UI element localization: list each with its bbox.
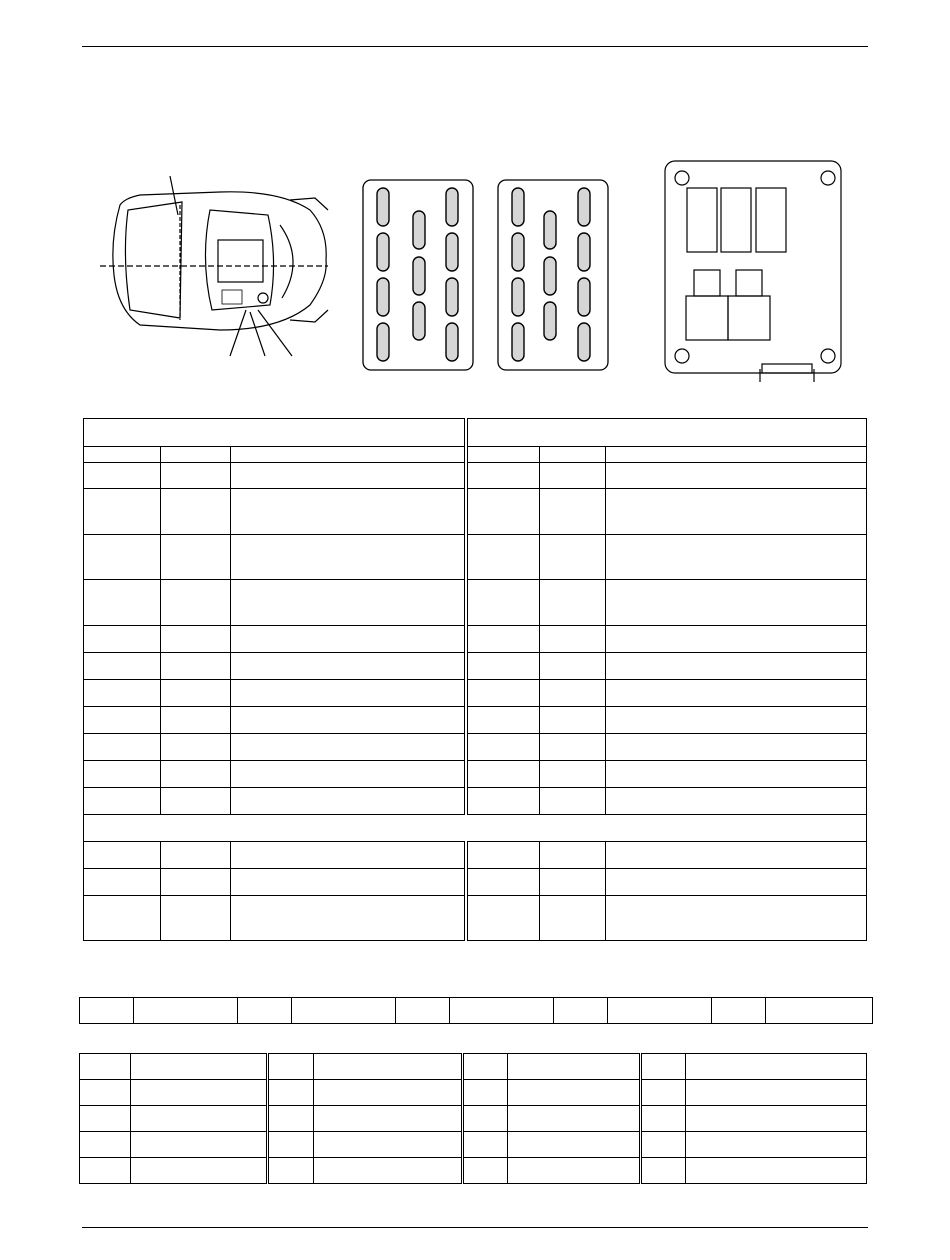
color-name-cell [314,1106,463,1132]
ski-right [290,310,328,322]
relay-box-figure [664,160,844,380]
table-cell [606,842,867,869]
color-name-cell [314,1054,463,1080]
table-row [84,734,867,761]
fuse-slot [578,188,590,226]
color-code-cell [268,1132,314,1158]
color-code-cell [80,1132,131,1158]
relay [687,188,717,252]
table-cell [161,463,231,489]
table-cell [84,869,161,896]
table-cell [84,896,161,941]
section-label [84,815,867,842]
fuse-slot [413,257,425,295]
connector-tab [762,364,812,373]
color-code-cell [463,1106,508,1132]
fuse-slot [578,278,590,316]
table-cell [466,788,540,815]
table-cell [161,653,231,680]
table-cell [466,463,540,489]
color-name-cell [508,1158,641,1184]
fuse-block-right-figure [497,179,609,371]
table-cell [466,734,540,761]
fuse-slot [512,233,524,271]
table-cell [231,761,466,788]
fuse-slot [446,233,458,271]
table-cell [606,580,867,626]
color-code-cell [268,1054,314,1080]
table-cell [84,463,161,489]
table-cell [606,869,867,896]
column-header [84,447,161,463]
legend-row [80,1054,867,1080]
color-code-cell [463,1158,508,1184]
column-header [540,447,606,463]
table-group-header-row [84,419,867,447]
relay [728,296,770,340]
amperage-legend-row [80,998,873,1024]
table-cell [231,896,466,941]
column-header [231,447,466,463]
relay-tab [736,270,762,296]
table-cell [84,653,161,680]
fuse-slot [446,323,458,361]
color-name-cell [686,1080,867,1106]
color-code-cell [268,1080,314,1106]
table-cell [540,535,606,580]
amp-swatch-cell [554,998,608,1024]
fuse-slot [512,323,524,361]
table-cell [231,463,466,489]
table-cell [606,761,867,788]
color-name-cell [686,1132,867,1158]
table-cell [540,896,606,941]
table-cell [606,626,867,653]
table-cell [231,869,466,896]
table-cell [231,707,466,734]
fuse-assignment-table [83,418,867,941]
column-header [466,447,540,463]
fuse-slot [512,278,524,316]
fuse-slot [544,211,556,249]
table-cell [466,653,540,680]
color-name-cell [508,1106,641,1132]
color-code-cell [463,1132,508,1158]
table-cell [466,580,540,626]
table-cell [84,842,161,869]
table-cell [161,580,231,626]
table-cell [84,734,161,761]
color-name-cell [508,1132,641,1158]
table-cell [466,489,540,535]
legend-row [80,1106,867,1132]
mount-hole [821,349,835,363]
table-cell [540,707,606,734]
legend-row [80,1132,867,1158]
table-cell [161,535,231,580]
dash-display [218,240,263,282]
table-cell [466,896,540,941]
section-row [84,815,867,842]
color-code-cell [80,1054,131,1080]
color-name-cell [314,1080,463,1106]
amp-swatch-cell [396,998,450,1024]
amp-label-cell [450,998,554,1024]
amperage-legend-table [79,997,873,1024]
table-cell [231,535,466,580]
amp-swatch-cell [712,998,766,1024]
amp-swatch-cell [80,998,134,1024]
table-row [84,680,867,707]
color-name-cell [131,1080,268,1106]
color-name-cell [686,1158,867,1184]
table-cell [161,489,231,535]
color-code-cell [641,1158,686,1184]
color-code-cell [641,1080,686,1106]
fuse-slot [578,323,590,361]
fuse-slot [413,302,425,340]
color-code-cell [641,1054,686,1080]
amp-label-cell [608,998,712,1024]
table-cell [84,707,161,734]
color-code-cell [80,1080,131,1106]
table-cell [466,869,540,896]
relay [686,296,728,340]
table-cell [540,734,606,761]
table-cell [466,842,540,869]
table-body-upper [84,463,867,815]
color-name-cell [508,1054,641,1080]
table-cell [606,535,867,580]
color-code-cell [80,1106,131,1132]
column-header [606,447,867,463]
legend-row [80,1158,867,1184]
table-cell [84,761,161,788]
relay-tab [694,270,720,296]
table-row [84,896,867,941]
table-cell [606,896,867,941]
table-cell [231,489,466,535]
table-cell [606,788,867,815]
amp-label-cell [292,998,396,1024]
color-name-cell [131,1158,268,1184]
table-cell [606,734,867,761]
table-cell [540,788,606,815]
table-cell [466,761,540,788]
color-code-cell [268,1158,314,1184]
ski-left [290,198,328,210]
table-cell [231,580,466,626]
table-cell [466,707,540,734]
table-cell [231,626,466,653]
table-cell [231,734,466,761]
table-cell [540,463,606,489]
table-cell [161,869,231,896]
column-header [161,447,231,463]
table-row [84,580,867,626]
table-cell [84,680,161,707]
mount-hole [821,171,835,185]
color-name-cell [508,1080,641,1106]
table-cell [161,896,231,941]
color-name-cell [686,1054,867,1080]
color-name-cell [686,1106,867,1132]
amp-swatch-cell [238,998,292,1024]
table-row [84,869,867,896]
table-cell [606,489,867,535]
table-cell [84,489,161,535]
table-cell [540,761,606,788]
table-cell [540,842,606,869]
color-code-cell [268,1106,314,1132]
table-cell [231,680,466,707]
fuse-slot [578,233,590,271]
amp-label-cell [766,998,873,1024]
color-name-cell [314,1132,463,1158]
table-column-header-row [84,447,867,463]
table-cell [84,535,161,580]
fuse-slot [446,278,458,316]
fuse-slot [544,257,556,295]
fuse-slot [377,278,389,316]
header-rule [82,46,868,47]
mount-hole [675,171,689,185]
color-name-cell [131,1106,268,1132]
table-cell [540,653,606,680]
table-row [84,489,867,535]
table-cell [606,463,867,489]
table-row [84,761,867,788]
table-cell [161,761,231,788]
color-code-cell [641,1106,686,1132]
table-cell [231,788,466,815]
amp-label-cell [134,998,238,1024]
seat-outline [125,202,182,318]
color-code-cell [463,1080,508,1106]
fuse-slot [377,188,389,226]
table-cell [466,680,540,707]
table-cell [161,626,231,653]
group-header [466,419,867,447]
table-cell [540,869,606,896]
table-cell [606,680,867,707]
relay [721,188,751,252]
table-cell [231,842,466,869]
table-cell [606,653,867,680]
table-row [84,842,867,869]
table-body-lower [84,842,867,941]
table-cell [161,788,231,815]
fuse-slot [446,188,458,226]
table-row [84,535,867,580]
fuse-block-left-figure [362,179,474,371]
fuse-slot [377,323,389,361]
fuse-slot [544,302,556,340]
relay [756,188,786,252]
table-cell [231,653,466,680]
table-cell [161,842,231,869]
table-row [84,788,867,815]
color-name-cell [131,1132,268,1158]
table-row [84,653,867,680]
color-name-cell [131,1054,268,1080]
table-row [84,707,867,734]
color-name-cell [314,1158,463,1184]
table-cell [84,580,161,626]
fuse-slot [512,188,524,226]
color-code-cell [641,1132,686,1158]
legend-row [80,1080,867,1106]
table-cell [540,489,606,535]
table-cell [606,707,867,734]
fuse-slot [413,211,425,249]
group-header [84,419,466,447]
vehicle-top-view-figure [100,170,335,360]
table-cell [540,626,606,653]
wire-color-legend-table [79,1053,867,1184]
fuse-slot [377,233,389,271]
table-row [84,463,867,489]
table-cell [466,535,540,580]
mount-hole [675,349,689,363]
table-row [84,626,867,653]
color-code-cell [463,1054,508,1080]
table-cell [466,626,540,653]
table-cell [161,734,231,761]
table-cell [161,707,231,734]
table-cell [84,626,161,653]
footer-rule [82,1227,868,1228]
hood-outline [280,225,293,298]
table-cell [84,788,161,815]
color-code-cell [80,1158,131,1184]
table-cell [540,680,606,707]
table-cell [540,580,606,626]
table-cell [161,680,231,707]
